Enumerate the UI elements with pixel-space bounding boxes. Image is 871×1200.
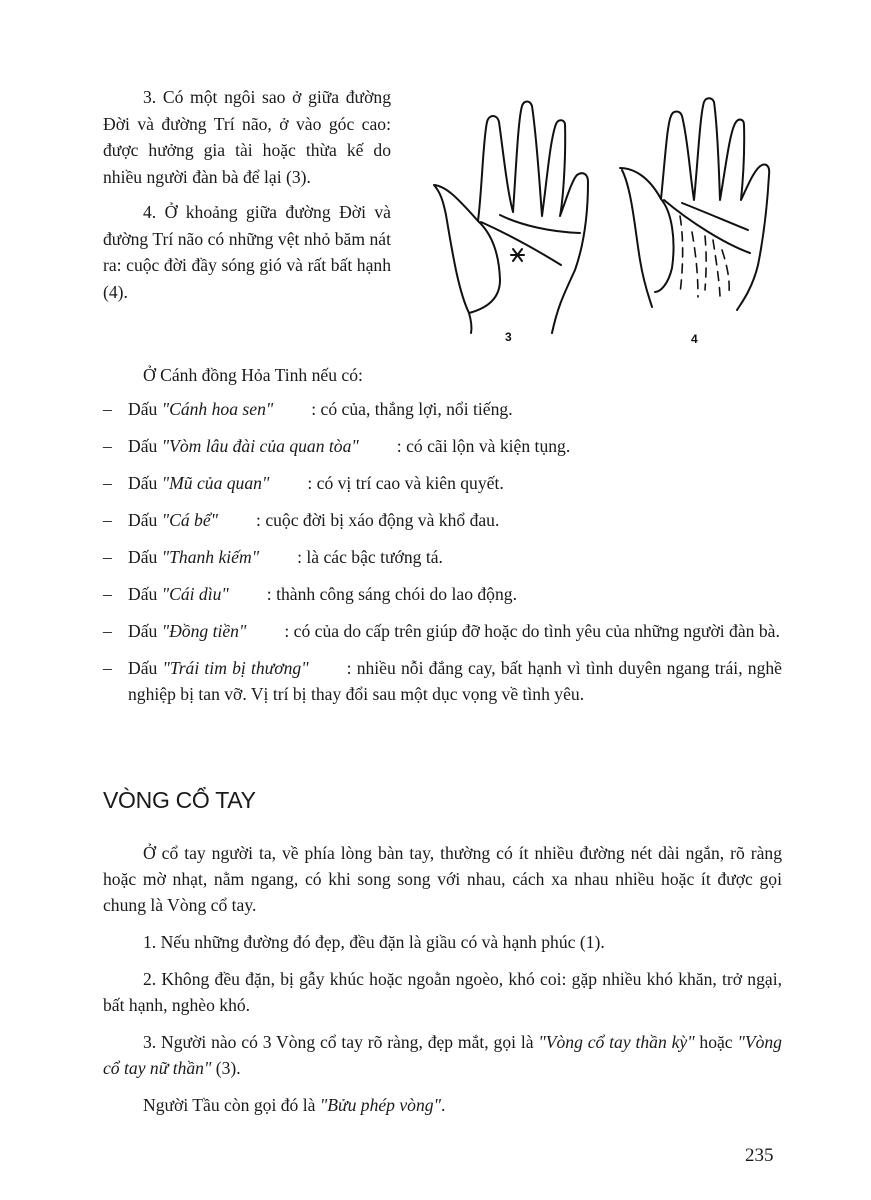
prefix: Dấu: [128, 584, 158, 604]
quote: "Vòng cổ tay nữ thần": [103, 1032, 782, 1078]
mark-name: "Cá bể": [161, 510, 219, 530]
mark-meaning: : thành công sáng chói do lao động.: [266, 584, 517, 604]
paragraph-hatched-lines: 4. Ở khoảng giữa đường Đời và đường Trí não có những vệt nhỏ băm nát ra: cuộc đời đầy sóng gió và rất bất hạnh (4).: [103, 202, 391, 302]
paragraph-star: 3. Có một ngôi sao ở giữa đường Đời và đường Trí não, ở vào góc cao: được hưởng gia tài hoặc thừa kế do nhiều người đàn bà để lại (3).: [103, 87, 391, 187]
dash: –: [103, 584, 112, 604]
mark-name: "Vòm lâu đài của quan tòa": [161, 436, 359, 456]
mark-meaning: : có của, thắng lợi, nổi tiếng.: [311, 399, 513, 419]
list-item: [103, 619, 782, 645]
prefix: Dấu: [128, 621, 158, 641]
list-item: [103, 656, 782, 707]
list-item: [103, 582, 782, 608]
dash: –: [103, 547, 112, 567]
list-item: [103, 471, 782, 497]
text: hoặc: [694, 1032, 738, 1052]
mark-meaning: : có cãi lộn và kiện tụng.: [396, 436, 571, 456]
paragraph: [103, 1092, 782, 1118]
dash: –: [103, 510, 112, 530]
prefix: Dấu: [128, 658, 158, 678]
figure-label-4: 4: [691, 332, 698, 346]
dash: –: [103, 399, 112, 419]
list-item: [103, 508, 782, 534]
palm-with-star-icon: [434, 102, 588, 334]
text: .: [440, 1095, 446, 1115]
page-number: 235: [745, 1145, 774, 1166]
list-item: [103, 434, 782, 460]
list-item: [103, 397, 782, 423]
prefix: Dấu: [128, 510, 158, 530]
list-item: [103, 545, 782, 571]
mark-name: "Thanh kiếm": [161, 547, 260, 567]
quote: "Vòng cổ tay thần kỳ": [538, 1032, 695, 1052]
paragraph: [103, 1029, 782, 1081]
prefix: Dấu: [128, 547, 158, 567]
palm-with-broken-lines-icon: [620, 98, 769, 310]
figure-label-3: 3: [505, 330, 512, 344]
mark-name: "Trái tim bị thương": [162, 658, 309, 678]
mark-meaning: : nhiều nỗi đắng cay, bất hạnh vì tình duyên ngang trái, nghề nghiệp bị tan vỡ. Vị trí bị thay đổi sau một dục vọng về tình yêu.: [128, 658, 782, 704]
mark-meaning: : có của do cấp trên giúp đỡ hoặc do tình yêu của những người đàn bà.: [284, 621, 780, 641]
prefix: Dấu: [128, 436, 158, 456]
dash: –: [103, 658, 112, 678]
mark-meaning: : là các bậc tướng tá.: [297, 547, 443, 567]
text: (3).: [211, 1058, 241, 1078]
marks-list: [103, 397, 782, 719]
mark-name: "Đồng tiền": [161, 621, 247, 641]
mark-meaning: : cuộc đời bị xáo động và khổ đau.: [256, 510, 500, 530]
paragraph: 2. Không đều đặn, bị gẫy khúc hoặc ngoằn ngoèo, khó coi: gặp nhiều khó khăn, trở ngại, bất hạnh, nghèo khó.: [103, 969, 782, 1015]
text: 3. Người nào có 3 Vòng cổ tay rõ ràng, đẹp mắt, gọi là: [143, 1032, 539, 1052]
prefix: Dấu: [128, 399, 158, 419]
paragraph: 1. Nếu những đường đó đẹp, đều đặn là giầu có và hạnh phúc (1).: [143, 932, 605, 952]
wrist-section: [103, 840, 782, 1129]
dash: –: [103, 621, 112, 641]
section-heading: VÒNG CỔ TAY: [103, 787, 256, 813]
dash: –: [103, 473, 112, 493]
prefix: Dấu: [128, 473, 158, 493]
quote: "Bửu phép vòng": [319, 1095, 441, 1115]
mars-plain-intro: Ở Cánh đồng Hỏa Tinh nếu có:: [143, 365, 363, 385]
mark-name: "Mũ của quan": [161, 473, 270, 493]
mark-name: "Cánh hoa sen": [161, 399, 274, 419]
mark-name: "Cái dìu": [161, 584, 229, 604]
mark-meaning: : có vị trí cao và kiên quyết.: [307, 473, 504, 493]
paragraph: Ở cổ tay người ta, về phía lòng bàn tay, thường có ít nhiều đường nét dài ngắn, rõ ràng hoặc mờ nhạt, nằm ngang, có khi song song với nhau, cách xa nhau nhiều hoặc ít được gọi chung là Vòng cổ tay.: [103, 843, 782, 915]
text: Người Tầu còn gọi đó là: [143, 1095, 320, 1115]
dash: –: [103, 436, 112, 456]
